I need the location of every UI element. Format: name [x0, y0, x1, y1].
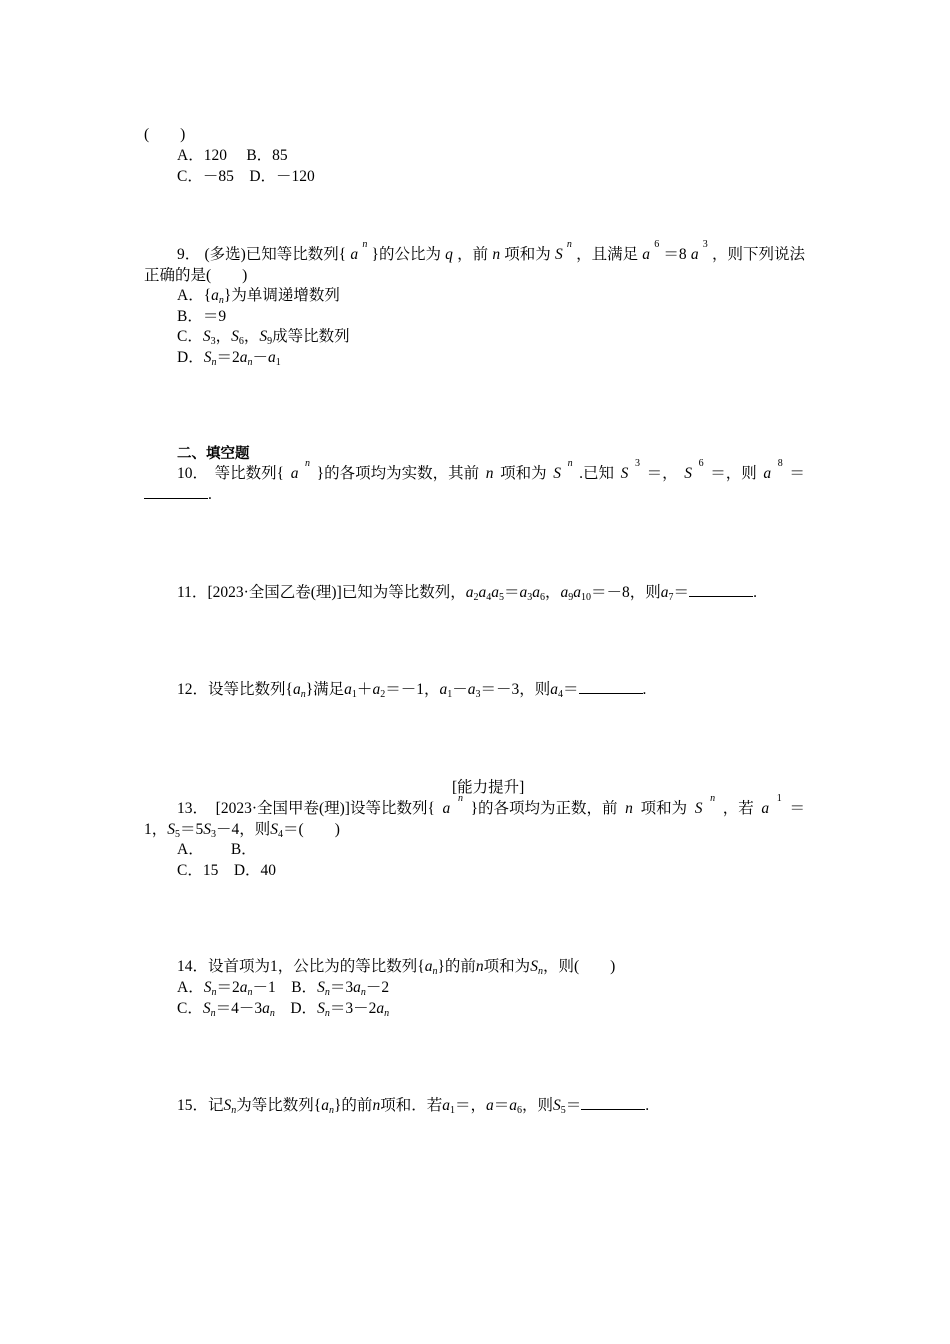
- q9-option-a: A．$\{a_n\}$为单调递增数列: [177, 287, 340, 306]
- q12-stem: 12．设等比数列$\{a_n\}$满足$a_1+a_2=-1$，$a_1-a_3=-3$，则$a_4=$ .: [177, 681, 647, 700]
- section-fill-in-title: 二、填空题: [177, 446, 250, 462]
- q8-options-ab: A．120 B．85: [177, 147, 288, 164]
- q11-answer-blank[interactable]: [689, 583, 753, 597]
- q13-options-cd: C．15 D．40: [177, 862, 277, 879]
- ability-section-title: [能力提升]: [452, 779, 525, 796]
- q13-stem-line1: 13． [2023·全国甲卷(理)]设等比数列{ a n }的各项均为正数，前 n 项和为 S n ，若 a 1 ＝: [177, 793, 805, 817]
- q9-stem-line1: 9． (多选)已知等比数列{ a n }的公比为 q ，前 n 项和为 S n ，且满足 a 6 ＝8 a 3 ，则下列说法: [177, 239, 805, 263]
- q9-option-c: C．$S_3$，$S_6$，$S_9$成等比数列: [177, 328, 350, 347]
- q14-options-ab: A．$S_n=2a_n-1$ B．$S_n=3a_n-2$: [177, 979, 390, 998]
- q9-option-b: B．＝9: [177, 308, 227, 325]
- q12-answer-blank[interactable]: [579, 680, 643, 694]
- q8-options-cd: C．－85 D．－120: [177, 168, 315, 185]
- q15-answer-blank[interactable]: [581, 1096, 645, 1110]
- q8-answer-paren: ( ): [144, 126, 186, 143]
- q13-stem-line2: 1，$S_5=5S_3-4$，则$S_4=$( ): [144, 821, 340, 840]
- q10-stem-line1: 10． 等比数列{ a n }的各项均为实数，其前 n 项和为 S n .已知 S 3 ＝， S 6 ＝，则 a 8 ＝: [177, 458, 805, 482]
- q10-answer-blank[interactable]: [144, 485, 208, 499]
- q14-stem: 14．设首项为1，公比为的等比数列$\{a_n\}$的前n项和为$S_n$，则( ): [177, 958, 616, 977]
- q9-option-d: D．$S_n=2a_n-a_1$: [177, 349, 281, 368]
- q14-options-cd: C．$S_n=4-3a_n$ D．$S_n=3-2a_n$: [177, 1000, 390, 1019]
- q10-stem-line2: .: [144, 485, 212, 505]
- q9-stem-line2: 正确的是( ): [144, 267, 248, 284]
- q13-options-ab: A． B．: [177, 841, 257, 858]
- q15-stem: 15．记$S_n$为等比数列$\{a_n\}$的前n项和．若$a_1=$，$a=a_6$，则$S_5=$ .: [177, 1097, 650, 1116]
- q11-stem: 11．[2023·全国乙卷(理)]已知为等比数列，$a_2a_4a_5=a_3a_6$，$a_9a_{10}=-8$，则$a_7=$ .: [177, 584, 757, 603]
